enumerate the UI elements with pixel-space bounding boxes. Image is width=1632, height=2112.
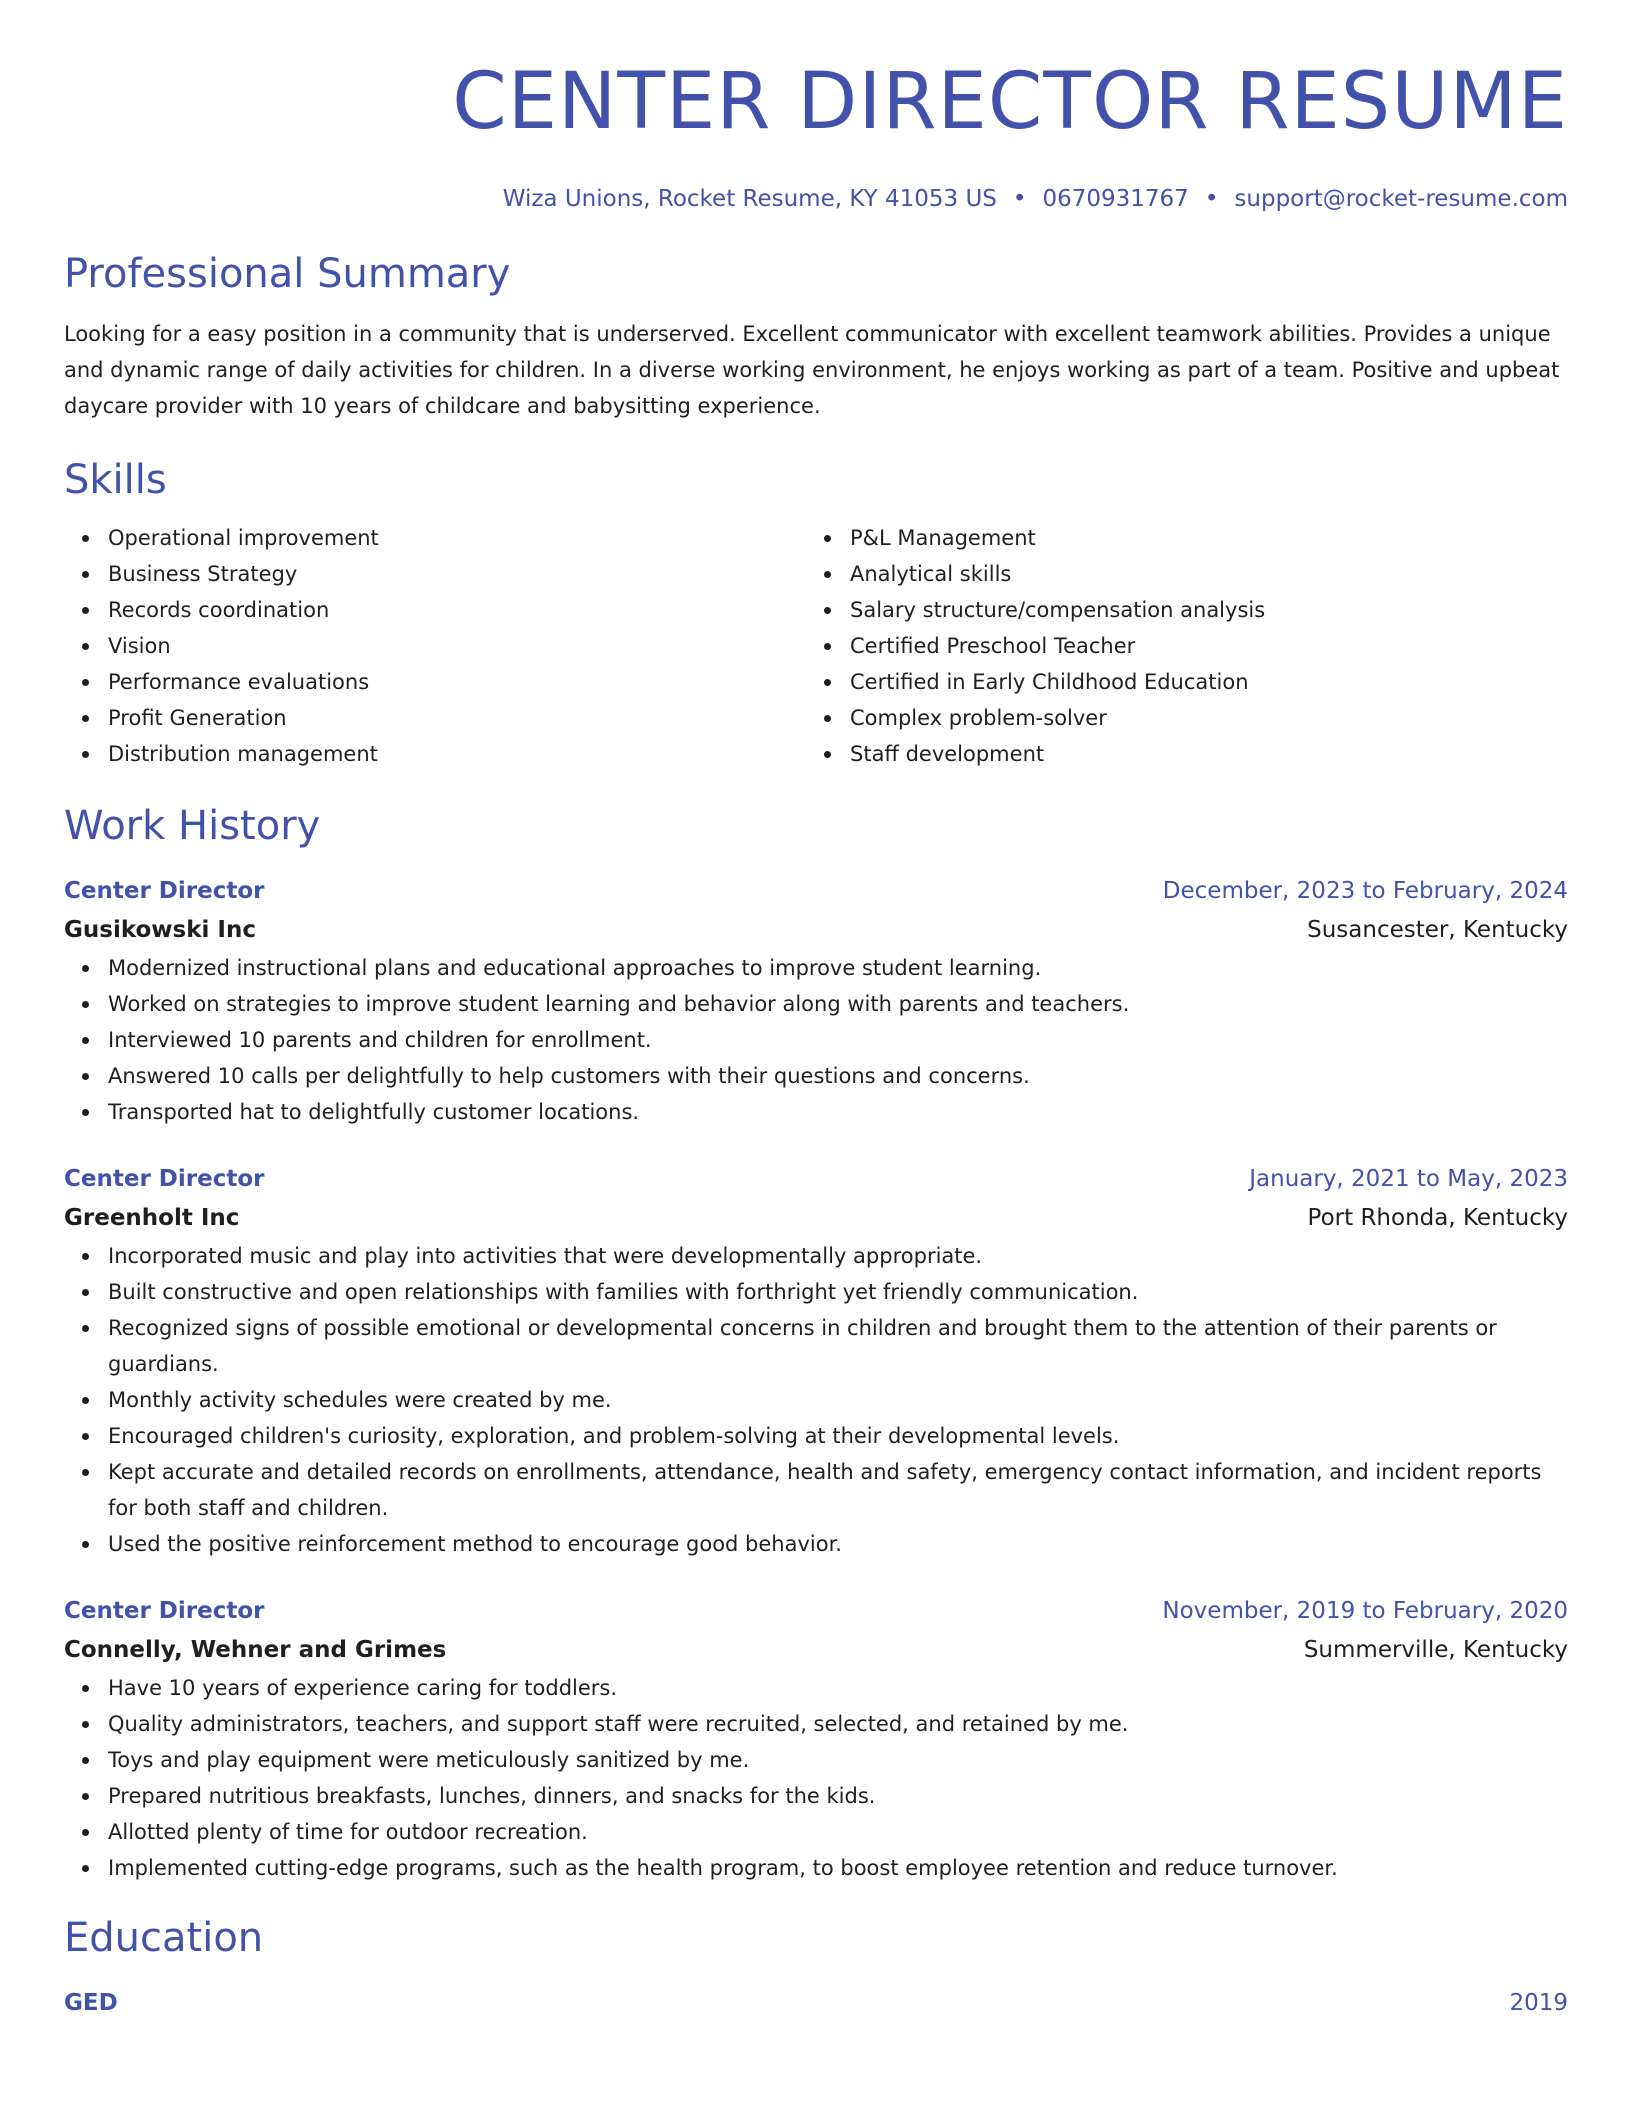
education-section: [64, 1914, 1568, 2022]
contact-address: Wiza Unions, Rocket Resume, KY 41053 US: [502, 186, 997, 212]
job-duty: Transported hat to delightfully customer locations.: [108, 1094, 1568, 1130]
skill-item: Performance evaluations: [108, 664, 806, 700]
skills-section: [64, 456, 1568, 772]
skill-item: Staff development: [850, 736, 1548, 772]
skill-item: Complex problem-solver: [850, 700, 1548, 736]
skill-item: Certified in Early Childhood Education: [850, 664, 1548, 700]
job-location: Port Rhonda, Kentucky: [1307, 1205, 1568, 1231]
contact-separator: •: [1204, 186, 1219, 212]
job-duty: Implemented cutting-edge programs, such as the health program, to boost employee retention and reduce turnover.: [108, 1850, 1568, 1886]
summary-section: [64, 250, 1568, 424]
contact-separator: •: [1012, 186, 1027, 212]
job-duty: Toys and play equipment were meticulously sanitized by me.: [108, 1742, 1568, 1778]
job-title: Center Director: [64, 1166, 265, 1192]
education-heading: Education: [64, 1915, 264, 1961]
job-duty: Kept accurate and detailed records on enrollments, attendance, health and safety, emergency contact information, and incident reports for both staff and children.: [108, 1454, 1568, 1526]
skill-item: Certified Preschool Teacher: [850, 628, 1548, 664]
job-location: Susancester, Kentucky: [1307, 917, 1568, 943]
job-duty: Quality administrators, teachers, and support staff were recruited, selected, and retained by me.: [108, 1706, 1568, 1742]
job-duty: Prepared nutritious breakfasts, lunches, dinners, and snacks for the kids.: [108, 1778, 1568, 1814]
job-dates: November, 2019 to February, 2020: [1162, 1598, 1568, 1624]
job-duty: Used the positive reinforcement method to encourage good behavior.: [108, 1526, 1568, 1562]
skill-item: Records coordination: [108, 592, 806, 628]
skills-column-right: [806, 520, 1548, 772]
job-title: Center Director: [64, 878, 265, 904]
job-company-row: [64, 1630, 1568, 1670]
job-dates: December, 2023 to February, 2024: [1162, 878, 1568, 904]
job-title: Center Director: [64, 1598, 265, 1624]
work-history-heading: Work History: [64, 803, 321, 849]
skills-list-left: [64, 520, 806, 772]
job-entry: [64, 872, 1568, 1130]
job-duty: Have 10 years of experience caring for toddlers.: [108, 1670, 1568, 1706]
resume-title: CENTER DIRECTOR RESUME: [452, 57, 1568, 147]
skill-item: Salary structure/compensation analysis: [850, 592, 1548, 628]
resume-page: [64, 0, 1568, 2022]
job-entry: [64, 1160, 1568, 1562]
job-header-row: [64, 1592, 1568, 1630]
job-dates: January, 2021 to May, 2023: [1249, 1166, 1568, 1192]
contact-email[interactable]: support@rocket-resume.com: [1234, 186, 1568, 212]
job-company-row: [64, 1198, 1568, 1238]
job-company: Connelly, Wehner and Grimes: [64, 1637, 447, 1663]
job-header-row: [64, 872, 1568, 910]
job-entry: [64, 1592, 1568, 1886]
skills-heading: Skills: [64, 457, 167, 503]
job-company: Gusikowski Inc: [64, 917, 256, 943]
job-duty: Encouraged children's curiosity, exploration, and problem-solving at their developmental levels.: [108, 1418, 1568, 1454]
job-company: Greenholt Inc: [64, 1205, 240, 1231]
skill-item: Business Strategy: [108, 556, 806, 592]
education-entry: [64, 1984, 1568, 2022]
job-location: Summerville, Kentucky: [1303, 1637, 1568, 1663]
education-degree: GED: [64, 1990, 118, 2016]
skill-item: Profit Generation: [108, 700, 806, 736]
job-duties-list: [64, 1670, 1568, 1886]
contact-line: [64, 184, 1568, 214]
job-duty: Interviewed 10 parents and children for enrollment.: [108, 1022, 1568, 1058]
skill-item: Distribution management: [108, 736, 806, 772]
skill-item: Operational improvement: [108, 520, 806, 556]
job-duty: Allotted plenty of time for outdoor recreation.: [108, 1814, 1568, 1850]
job-company-row: [64, 910, 1568, 950]
skill-item: Analytical skills: [850, 556, 1548, 592]
education-year: 2019: [1509, 1990, 1568, 2016]
skill-item: Vision: [108, 628, 806, 664]
skills-list-right: [806, 520, 1548, 772]
skills-column-left: [64, 520, 806, 772]
summary-heading: Professional Summary: [64, 251, 511, 297]
skills-grid: [64, 520, 1568, 772]
job-duty: Recognized signs of possible emotional or developmental concerns in children and brought them to the attention of their parents or guardians.: [108, 1310, 1568, 1382]
job-duty: Incorporated music and play into activities that were developmentally appropriate.: [108, 1238, 1568, 1274]
job-duty: Answered 10 calls per delightfully to help customers with their questions and concerns.: [108, 1058, 1568, 1094]
job-duty: Modernized instructional plans and educational approaches to improve student learning.: [108, 950, 1568, 986]
job-duty: Monthly activity schedules were created by me.: [108, 1382, 1568, 1418]
job-duties-list: [64, 950, 1568, 1130]
summary-text: Looking for a easy position in a community that is underserved. Excellent communicator with excellent teamwork abilities. Provides a unique and dynamic range of daily activities for children. In a diverse working environment, he enjoys working as part of a team. Positive and upbeat daycare provider with 10 years of childcare and babysitting experience.: [64, 322, 1560, 418]
job-duty: Built constructive and open relationships with families with forthright yet friendly communication.: [108, 1274, 1568, 1310]
work-history-section: [64, 802, 1568, 1886]
skill-item: P&L Management: [850, 520, 1548, 556]
job-header-row: [64, 1160, 1568, 1198]
job-duties-list: [64, 1238, 1568, 1562]
job-duty: Worked on strategies to improve student learning and behavior along with parents and teachers.: [108, 986, 1568, 1022]
contact-phone: 0670931767: [1042, 186, 1189, 212]
